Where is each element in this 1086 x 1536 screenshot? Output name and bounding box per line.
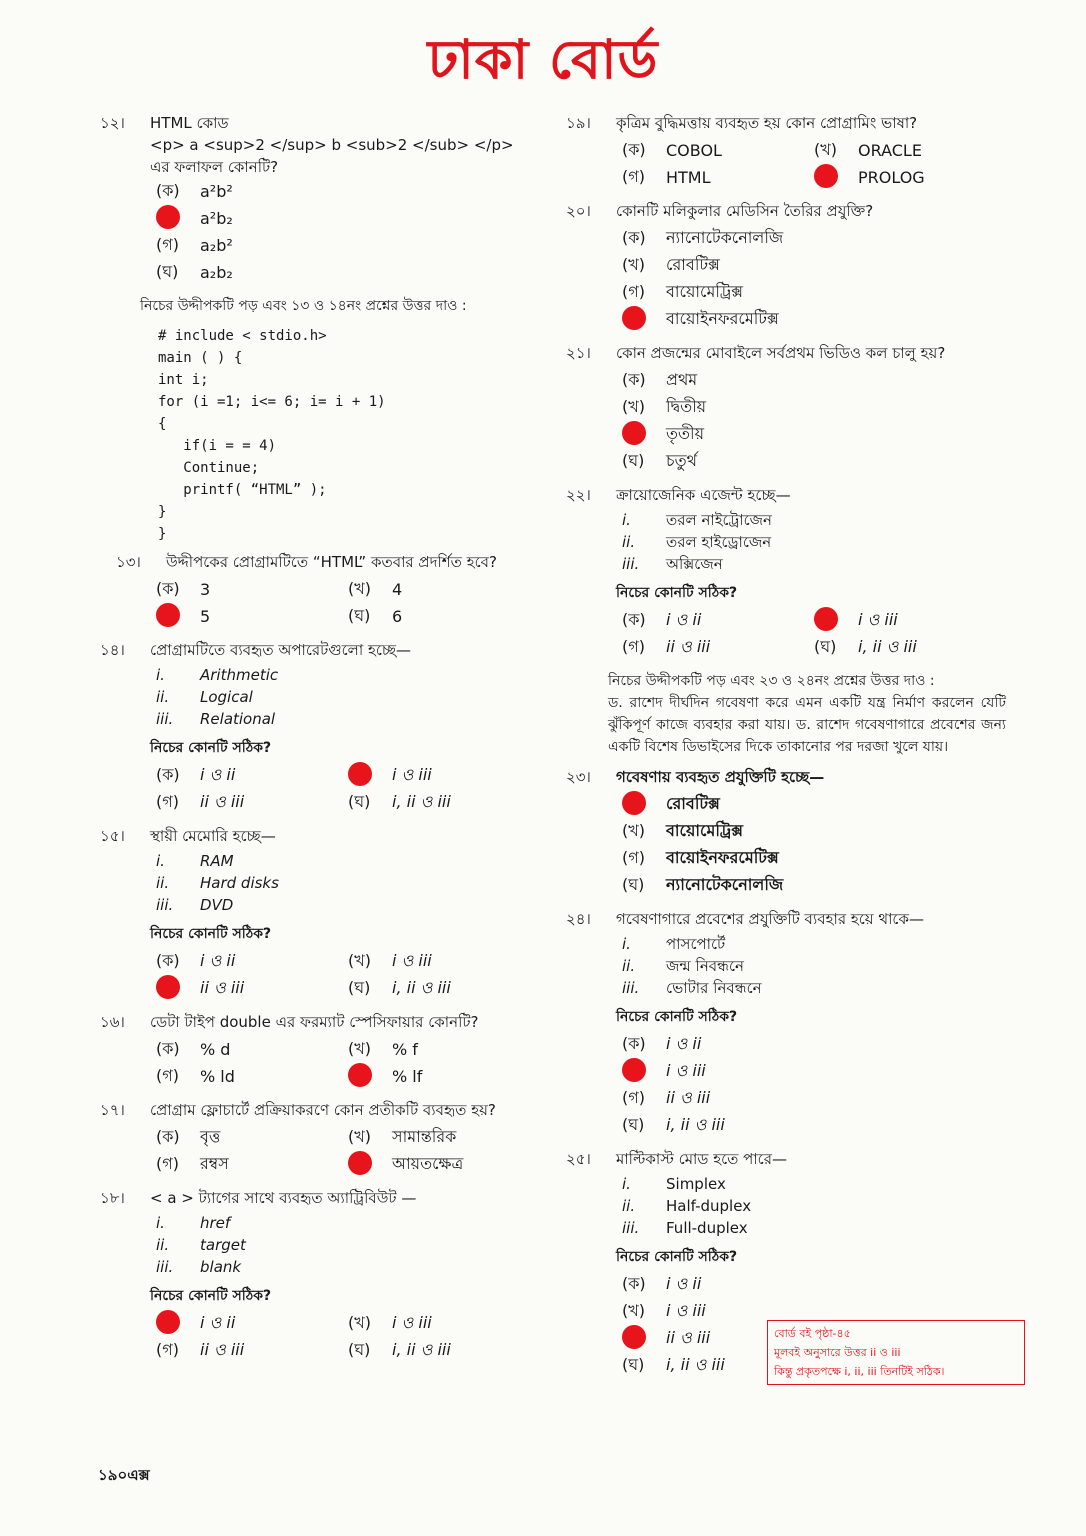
option-text: i ও iii (666, 1301, 706, 1320)
question-number: ২২। (566, 486, 591, 504)
option-ka[interactable] (156, 1310, 348, 1337)
passage-2 (608, 670, 1006, 758)
option-text: i ও ii (666, 1274, 702, 1293)
option-kha[interactable] (622, 394, 1006, 421)
option-text: বায়োমেট্রিক্স (666, 821, 744, 840)
option-kha[interactable] (348, 948, 540, 975)
option-text: (ক) (156, 951, 180, 970)
option-gha[interactable] (814, 164, 1006, 191)
question-20 (566, 200, 1006, 333)
right-column (566, 112, 1006, 1388)
option-text: i, ii ও iii (392, 792, 451, 811)
option-ka[interactable] (622, 791, 1006, 818)
option-text: (ক) (622, 610, 646, 629)
option-text: i. (156, 1214, 165, 1232)
option-text: (ক) (622, 228, 646, 247)
option-text: ii ও iii (200, 1340, 245, 1359)
code-line: # include < stdio.h> (158, 328, 327, 344)
statement-i: RAM (200, 852, 234, 870)
option-text: ন্যানোটেকনোলজি (666, 875, 784, 894)
option-text: i ও ii (666, 610, 702, 629)
statement-ii: তরল হাইড্রোজেন (666, 533, 772, 551)
option-text: রম্বস (200, 1154, 229, 1173)
option-text: (ঘ) (348, 792, 371, 811)
question-18 (100, 1187, 540, 1364)
option-gha[interactable] (622, 306, 1006, 333)
option-text: (খ) (622, 255, 645, 274)
option-ga[interactable] (622, 164, 814, 191)
question-13 (100, 551, 540, 630)
option-text: ii ও iii (200, 792, 245, 811)
option-text: i ও ii (666, 1034, 702, 1053)
code-line: Continue; (158, 460, 260, 476)
statement-i: পাসপোর্টে (666, 935, 726, 953)
statement-i: তরল নাইট্রোজেন (666, 511, 772, 529)
code-line: int i; (158, 372, 209, 388)
option-ga[interactable] (156, 1151, 348, 1178)
option-ga[interactable] (156, 1063, 348, 1090)
code-line: { (158, 416, 167, 432)
option-text: i, ii ও iii (392, 1340, 451, 1359)
option-ga[interactable] (156, 975, 348, 1002)
question-12 (100, 112, 540, 286)
option-text: COBOL (666, 141, 722, 160)
option-text: i ও iii (392, 951, 432, 970)
option-ka[interactable] (622, 1271, 1006, 1298)
code-line: main ( ) { (158, 350, 243, 366)
question-text: HTML কোড (150, 114, 229, 132)
option-text: (গ) (156, 792, 179, 811)
option-ka[interactable] (622, 137, 814, 164)
question-17 (100, 1099, 540, 1178)
which-correct: নিচের কোনটি সঠিক? (616, 585, 738, 601)
answer-note-box (767, 1320, 1025, 1385)
option-ka[interactable] (622, 1031, 1006, 1058)
question-text: ক্রায়োজেনিক এজেন্ট হচ্ছে— (616, 486, 791, 504)
option-text: ন্যানোটেকনোলজি (666, 228, 784, 247)
option-text: ii ও iii (666, 637, 711, 656)
answer-marker (156, 1310, 180, 1334)
option-text: (খ) (622, 821, 645, 840)
answer-marker (348, 1151, 372, 1175)
option-kha[interactable]: a²b₂ (156, 205, 540, 232)
which-correct: নিচের কোনটি সঠিক? (150, 926, 272, 942)
question-14: ১৪। প্রোগ্রামটিতে ব্যবহৃত অপারেটগুলো হচ্ছে— i. Arithmetic ii. Logical iii. Relational নিচের কোনটি সঠিক? (ক) i ও ii i ও iii (গ) ii ও iii (ঘ) i, ii ও iii (100, 639, 540, 816)
option-text: i, ii ও iii (392, 978, 451, 997)
option-text: (খ) (348, 951, 371, 970)
option-ga[interactable] (156, 1337, 348, 1364)
option-text: বৃত্ত (200, 1127, 221, 1146)
option-text: ii. (156, 874, 170, 892)
option-ka[interactable] (622, 607, 814, 634)
option-text: iii. (622, 1219, 640, 1237)
question-text: কোন প্রজন্মের মোবাইলে সর্বপ্রথম ভিডিও কল চালু হয়? (616, 344, 946, 362)
statement-ii: target (200, 1236, 246, 1254)
option-text: দ্বিতীয় (666, 397, 707, 416)
option-text: (ঘ) (622, 451, 645, 470)
note-line: মূলবই অনুসারে উত্তর ii ও iii (774, 1346, 901, 1359)
option-ga[interactable] (622, 421, 1006, 448)
option-text: সামান্তরিক (392, 1127, 457, 1146)
question-text: কৃত্রিম বুদ্ধিমত্তায় ব্যবহৃত হয় কোন প্রোগ্রামিং ভাষা? (616, 114, 918, 132)
option-text: ii ও iii (200, 978, 245, 997)
option-ka[interactable] (156, 1036, 348, 1063)
option-text: i. (622, 511, 631, 529)
option-kha[interactable] (814, 137, 1006, 164)
option-text: (ঘ) (622, 1115, 645, 1134)
option-ga[interactable]: (গ) a₂b² (156, 235, 233, 255)
option-text: (গ) (156, 1066, 179, 1085)
option-ga[interactable] (622, 279, 1006, 306)
question-text: ডেটা টাইপ double এর ফরম্যাট স্পেসিফায়ার কোনটি? (150, 1013, 479, 1031)
option-kha[interactable] (348, 1310, 540, 1337)
question-text: কোনটি মলিকুলার মেডিসিন তৈরির প্রযুক্তি? (616, 202, 874, 220)
option-text: i, ii ও iii (666, 1355, 725, 1374)
option-text: i. (622, 1175, 631, 1193)
option-text: ii ও iii (666, 1328, 711, 1347)
option-text: iii. (622, 979, 640, 997)
passage-body: ড. রাশেদ দীর্ঘদিন গবেষণা করে এমন একটি যন্ত্র নির্মাণ করলেন যেটি ঝুঁকিপূর্ণ কাজে ব্যবহার করা যায়। ড. রাশেদ গবেষণাগারে প্রবেশের জন্য একটি বিশেষ ডিভাইসের দিকে তাকানোর পর দরজা খুলে যায়। (608, 695, 1006, 755)
question-number: ২৫। (566, 1150, 591, 1168)
question-number: ১৬। (100, 1013, 125, 1031)
question-number: ১৩। (116, 553, 141, 571)
answer-marker (814, 164, 838, 188)
code-line: printf( “HTML” ); (158, 482, 327, 498)
option-text: (খ) (348, 1313, 371, 1332)
answer-marker (622, 791, 646, 815)
question-text: স্থায়ী মেমোরি হচ্ছে— (150, 827, 276, 845)
option-text: ORACLE (858, 141, 922, 160)
note-line: কিন্তু প্রকৃতপক্ষে i, ii, iii তিনটিই সঠিক। (774, 1365, 945, 1378)
statement-i: href (200, 1214, 231, 1232)
answer-marker (156, 205, 180, 229)
option-text: i. (156, 852, 165, 870)
option-text: (ক) (622, 140, 646, 159)
which-correct: নিচের কোনটি সঠিক? (616, 1249, 738, 1265)
option-text: % f (392, 1040, 418, 1059)
option-text: (গ) (622, 1088, 645, 1107)
answer-marker (156, 975, 180, 999)
statement-ii: Logical (200, 688, 253, 706)
option-kha[interactable] (622, 1058, 1006, 1085)
option-text: i. (622, 935, 631, 953)
answer-marker (622, 421, 646, 445)
option-gha[interactable] (348, 1337, 540, 1364)
option-text: i ও iii (858, 610, 898, 629)
option-gha[interactable] (622, 872, 1006, 899)
which-correct: নিচের কোনটি সঠিক? (616, 1009, 738, 1025)
option-text: % d (200, 1040, 231, 1059)
option-gha[interactable] (622, 448, 1006, 475)
option-text: (খ) (622, 397, 645, 416)
option-text: i ও iii (392, 1313, 432, 1332)
option-ga[interactable] (622, 845, 1006, 872)
question-number: ২০। (566, 202, 591, 220)
answer-marker (622, 1325, 646, 1349)
statement-iii: Relational (200, 710, 276, 728)
note-line: বোর্ড বই পৃষ্ঠা-৪৫ (774, 1327, 851, 1340)
question-number: ২৪। (566, 910, 591, 928)
option-ka[interactable] (156, 1124, 348, 1151)
code-line: } (158, 504, 167, 520)
option-text: (ঘ) (622, 875, 645, 894)
statement-iii: Full-duplex (666, 1219, 748, 1237)
option-text: i ও iii (392, 765, 432, 784)
statement-ii: জন্ম নিবন্ধনে (666, 957, 744, 975)
option-text: (খ) (814, 140, 837, 159)
statement-ii: Half-duplex (666, 1197, 752, 1215)
passage-instruction: নিচের উদ্দীপকটি পড় এবং ২৩ ও ২৪নং প্রশ্নের উত্তর দাও : (608, 673, 935, 689)
option-gha[interactable] (348, 1151, 540, 1178)
option-text: i, ii ও iii (858, 637, 917, 656)
option-text: (ক) (156, 1039, 180, 1058)
question-text: < a > ট্যাগের সাথে ব্যবহৃত অ্যাট্রিবিউট — (150, 1189, 417, 1207)
option-gha[interactable] (348, 789, 540, 816)
option-text: (ক) (622, 370, 646, 389)
option-gha[interactable]: (ঘ) 6 (348, 606, 403, 626)
option-text: ii ও iii (666, 1088, 711, 1107)
option-text: (খ) (348, 1039, 371, 1058)
option-text: (গ) (622, 848, 645, 867)
question-number: ২৩। (566, 768, 591, 786)
option-kha[interactable] (348, 762, 540, 789)
option-ka[interactable] (156, 948, 348, 975)
left-column (100, 112, 540, 1373)
option-text: চতুর্থ (666, 451, 698, 470)
option-gha[interactable] (348, 1063, 540, 1090)
which-correct: নিচের কোনটি সঠিক? (150, 1288, 272, 1304)
option-ga[interactable]: 5 (156, 603, 348, 630)
question-text: গবেষণাগারে প্রবেশের প্রযুক্তিটি ব্যবহার হয়ে থাকে— (616, 910, 924, 928)
option-text: ii. (622, 1197, 636, 1215)
question-text: প্রোগ্রাম ফ্লোচার্টে প্রক্রিয়াকরণে কোন প্রতীকটি ব্যবহৃত হয়? (150, 1101, 496, 1119)
option-text: HTML (666, 168, 711, 187)
question-number: ১৪। (100, 641, 125, 659)
option-kha[interactable] (814, 607, 1006, 634)
answer-marker (348, 762, 372, 786)
question-15 (100, 825, 540, 1002)
option-text: (ক) (156, 765, 180, 784)
option-ka[interactable] (622, 225, 1006, 252)
option-text: (গ) (622, 167, 645, 186)
option-text: (ক) (622, 1034, 646, 1053)
option-text: iii. (622, 555, 640, 573)
option-gha[interactable] (348, 975, 540, 1002)
c-code-block (158, 325, 540, 545)
option-ka[interactable]: (ক) 3 (156, 579, 211, 599)
question-24 (566, 908, 1006, 1139)
question-number: ১২। (100, 114, 125, 132)
option-text: ii. (622, 533, 636, 551)
option-text: (ঘ) (622, 1355, 645, 1374)
question-number: ১৫। (100, 827, 125, 845)
option-text: i, ii ও iii (666, 1115, 725, 1134)
option-text: (ক) (622, 1274, 646, 1293)
statement-iii: DVD (200, 896, 234, 914)
option-text: (গ) (622, 637, 645, 656)
option-ga[interactable] (622, 1085, 1006, 1112)
option-text: % lf (392, 1067, 423, 1086)
option-text: (ঘ) (348, 978, 371, 997)
option-text: (ঘ) (814, 637, 837, 656)
option-text: (ক) (156, 1127, 180, 1146)
code-line: if(i = = 4) (158, 438, 277, 454)
option-text: প্রথম (666, 370, 698, 389)
option-kha[interactable] (622, 252, 1006, 279)
question-21 (566, 342, 1006, 475)
statement-i: Arithmetic (200, 666, 279, 684)
option-ga[interactable] (622, 634, 814, 661)
option-ka[interactable] (156, 762, 348, 789)
option-text: i ও ii (200, 1313, 236, 1332)
option-ga[interactable] (156, 789, 348, 816)
option-ka[interactable] (622, 367, 1006, 394)
option-gha[interactable] (814, 634, 1006, 661)
statement-iii: অক্সিজেন (666, 555, 723, 573)
answer-marker (622, 1058, 646, 1082)
option-text: PROLOG (858, 168, 925, 187)
option-gha[interactable] (622, 1112, 1006, 1139)
html-code: <p> a <sup>2 </sup> b <sub>2 </sub> </p> (150, 136, 514, 154)
statement-iii: blank (200, 1258, 242, 1276)
question-ask: এর ফলাফল কোনটি? (150, 158, 279, 176)
question-23 (566, 766, 1006, 899)
question-number: ১৭। (100, 1101, 125, 1119)
option-text: তৃতীয় (666, 424, 705, 443)
passage-instruction: নিচের উদ্দীপকটি পড় এবং ১৩ ও ১৪নং প্রশ্নের উত্তর দাও : (140, 298, 467, 314)
question-22 (566, 484, 1006, 661)
page-title: ঢাকা বোর্ড (427, 28, 659, 91)
option-text: (ঘ) (348, 1340, 371, 1359)
question-text: গবেষণায় ব্যবহৃত প্রযুক্তিটি হচ্ছে— (616, 768, 825, 786)
option-text: iii. (156, 896, 174, 914)
answer-marker (348, 1063, 372, 1087)
statement-i: Simplex (666, 1175, 726, 1193)
question-number: ১৮। (100, 1189, 125, 1207)
option-text: i ও ii (200, 951, 236, 970)
question-text: মাল্টিকাস্ট মোড হতে পারে— (616, 1150, 787, 1168)
option-kha[interactable] (348, 1036, 540, 1063)
question-text: প্রোগ্রামটিতে ব্যবহৃত অপারেটগুলো হচ্ছে— (150, 641, 412, 659)
code-line: } (158, 526, 167, 542)
option-text: (গ) (156, 1154, 179, 1173)
option-text: ii. (156, 1236, 170, 1254)
answer-marker (814, 607, 838, 631)
question-number: ২১। (566, 344, 591, 362)
statement-ii: Hard disks (200, 874, 279, 892)
option-text: ii. (622, 957, 636, 975)
which-correct: নিচের কোনটি সঠিক? (150, 740, 272, 756)
option-kha[interactable] (622, 818, 1006, 845)
option-text: iii. (156, 1258, 174, 1276)
option-text: % ld (200, 1067, 235, 1086)
option-text: (খ) (348, 1127, 371, 1146)
option-text: বায়োমেট্রিক্স (666, 282, 744, 301)
option-text: রোবটিক্স (666, 255, 720, 274)
option-kha[interactable] (348, 1124, 540, 1151)
option-text: (খ) (622, 1301, 645, 1320)
option-text: বায়োইনফরমেটিক্স (666, 309, 779, 328)
code-line: for (i =1; i<= 6; i= i + 1) (158, 394, 386, 410)
answer-marker (156, 603, 180, 627)
option-text: (গ) (156, 1340, 179, 1359)
question-19 (566, 112, 1006, 191)
question-number: ১৯। (566, 114, 591, 132)
option-text: রোবটিক্স (666, 794, 720, 813)
option-text: i ও iii (666, 1061, 706, 1080)
option-text: আয়তক্ষেত্র (392, 1154, 464, 1173)
option-ka[interactable]: (ক) a²b² (156, 181, 233, 201)
option-text: (গ) (622, 282, 645, 301)
option-gha[interactable]: (ঘ) a₂b₂ (156, 262, 233, 282)
page-number: ১৯০এক্স (98, 1466, 150, 1484)
option-text: বায়োইনফরমেটিক্স (666, 848, 779, 867)
statement-iii: ভোটার নিবন্ধনে (666, 979, 762, 997)
question-text: উদ্দীপকের প্রোগ্রামটিতে “HTML” কতবার প্রদর্শিত হবে? (166, 553, 497, 571)
option-kha[interactable]: (খ) 4 (348, 579, 403, 599)
option-text: i ও ii (200, 765, 236, 784)
answer-marker (622, 306, 646, 330)
question-16 (100, 1011, 540, 1090)
